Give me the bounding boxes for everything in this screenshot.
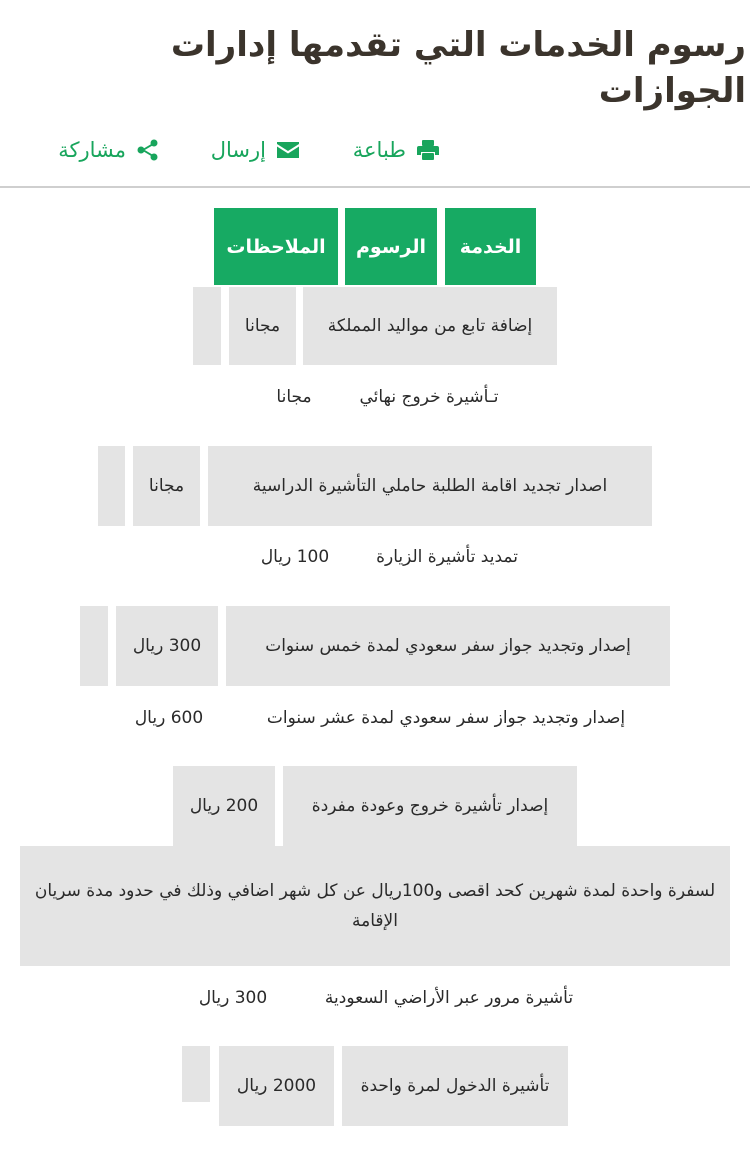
row-2-note <box>98 446 125 526</box>
row-4-fee: 300 ريال <box>116 606 218 686</box>
print-label: طباعة <box>352 138 406 162</box>
row-6-service: إصدار تأشيرة خروج وعودة مفردة <box>283 766 577 846</box>
row-6-fee: 200 ريال <box>173 766 275 846</box>
header-fee: الرسوم <box>345 208 437 285</box>
row-1-service: تـأشيرة خروج نهائي <box>359 387 499 407</box>
envelope-icon <box>276 139 300 161</box>
row-3-fee: 100 ريال <box>260 547 330 567</box>
article-actions <box>0 138 750 178</box>
row-3-service: تمديد تأشيرة الزيارة <box>376 547 518 567</box>
row-1-fee: مجانا <box>276 387 312 407</box>
row-2-service: اصدار تجديد اقامة الطلبة حاملي التأشيرة الدراسية <box>208 446 652 526</box>
share-label: مشاركة <box>58 138 126 162</box>
row-4-note <box>80 606 108 686</box>
print-button[interactable] <box>353 138 440 162</box>
page-title: رسوم الخدمات التي تقدمها إدارات الجوازات <box>170 25 746 111</box>
share-button[interactable] <box>58 138 160 162</box>
row-0-note <box>193 287 221 365</box>
row-2-fee: مجانا <box>133 446 200 526</box>
send-label: إرسال <box>210 138 266 162</box>
row-7-fee: 300 ريال <box>198 988 268 1008</box>
row-8-note <box>182 1046 210 1102</box>
row-8-fee: 2000 ريال <box>219 1046 334 1126</box>
printer-icon <box>416 139 440 161</box>
header-service: الخدمة <box>445 208 536 285</box>
row-0-fee: مجانا <box>229 287 296 365</box>
row-4-service: إصدار وتجديد جواز سفر سعودي لمدة خمس سنوات <box>226 606 670 686</box>
row-5-service: إصدار وتجديد جواز سفر سعودي لمدة عشر سنوات <box>266 708 626 728</box>
row-8-service: تأشيرة الدخول لمرة واحدة <box>342 1046 568 1126</box>
row-0-service: إضافة تابع من مواليد المملكة <box>303 287 557 365</box>
row-5-fee: 600 ريال <box>134 708 204 728</box>
row-7-service: تأشيرة مرور عبر الأراضي السعودية <box>324 988 574 1008</box>
divider <box>0 186 750 188</box>
share-icon <box>136 139 160 161</box>
header-notes: الملاحظات <box>214 208 338 285</box>
row-6-note: لسفرة واحدة لمدة شهرين كحد اقصى و100ريال عن كل شهر اضافي وذلك في حدود مدة سريان الإقامة <box>20 846 730 966</box>
send-button[interactable] <box>211 138 300 162</box>
